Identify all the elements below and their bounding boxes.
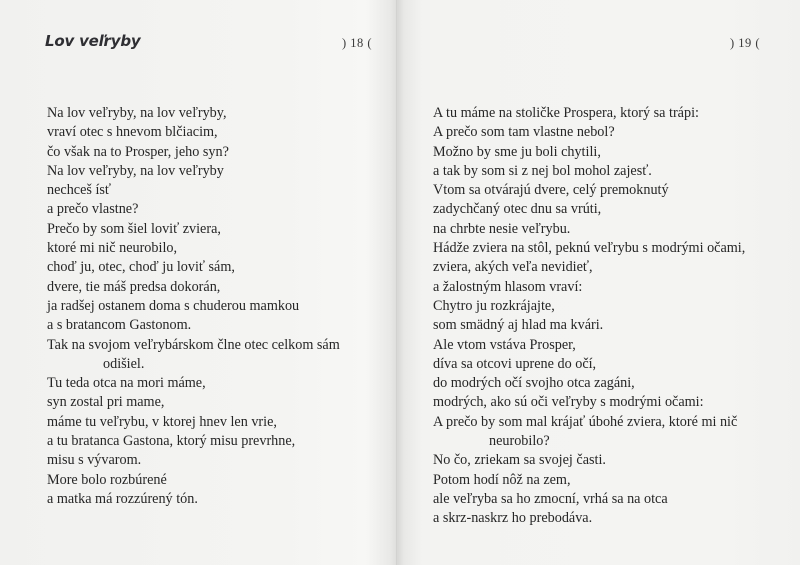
poem-line: a matka má rozzúrený tón. <box>47 490 198 507</box>
poem-line: modrých, ako sú oči veľryby s modrými očami: <box>433 394 704 411</box>
poem-line: vraví otec s hnevom blčiacim, <box>47 124 218 141</box>
poem-line: odišiel. <box>103 355 145 372</box>
poem-line: a tu bratanca Gastona, ktorý misu prevrhne, <box>47 433 296 450</box>
poem-line: díva sa otcovi uprene do očí, <box>433 355 597 372</box>
poem-line: No čo, zriekam sa svojej časti. <box>433 452 606 469</box>
poem-line: Na lov veľryby, na lov veľryby <box>47 162 224 179</box>
poem-line: Ale vtom vstáva Prosper, <box>433 336 576 353</box>
poem-line: ktoré mi nič neurobilo, <box>47 240 178 257</box>
poem-line: Vtom sa otvárajú dvere, celý premoknutý <box>433 182 669 199</box>
poem-line: A tu máme na stoličke Prospera, ktorý sa trápi: <box>433 105 699 121</box>
poem-line: do modrých očí svojho otca zagáni, <box>433 375 635 392</box>
poem-line: A prečo by som mal krájať úbohé zviera, ktoré mi nič <box>433 413 738 430</box>
poem-line: neurobilo? <box>489 433 550 450</box>
poem-line: ja radšej ostanem doma s chuderou mamkou <box>47 297 300 314</box>
poem-line: a s bratancom Gastonom. <box>47 317 192 334</box>
poem-text-left <box>47 104 340 509</box>
poem-line: a skrz-naskrz ho prebodáva. <box>433 510 593 527</box>
page-number-left: ) 18 ( <box>342 36 373 50</box>
poem-line: zviera, akých veľa nevidieť, <box>433 259 593 276</box>
chapter-title: Lov veľryby <box>45 32 141 50</box>
poem-line: ale veľryba sa ho zmocní, vrhá sa na otca <box>433 490 668 507</box>
poem-line: dvere, tie máš predsa dokorán, <box>47 278 221 295</box>
poem-line: misu s vývarom. <box>47 452 142 469</box>
poem-line: máme tu veľrybu, v ktorej hnev len vrie, <box>47 413 277 430</box>
poem-line: a žalostným hlasom vraví: <box>433 278 583 295</box>
poem-line: Tak na svojom veľrybárskom člne otec celkom sám <box>47 336 340 353</box>
right-page <box>398 0 800 565</box>
poem-line: Hádže zviera na stôl, peknú veľrybu s modrými očami, <box>433 240 746 257</box>
poem-line: Potom hodí nôž na zem, <box>433 471 571 488</box>
poem-line: A prečo som tam vlastne nebol? <box>433 124 615 141</box>
poem-line: čo však na to Prosper, jeho syn? <box>47 143 229 160</box>
poem-line: zadychčaný otec dnu sa vrúti, <box>433 201 602 218</box>
poem-line: Prečo by som šiel loviť zviera, <box>47 220 221 237</box>
poem-line: syn zostal pri mame, <box>47 394 165 411</box>
poem-line: Možno by sme ju boli chytili, <box>433 143 601 160</box>
poem-line: More bolo rozbúrené <box>47 471 167 488</box>
poem-text-right <box>433 104 745 529</box>
poem-line: Chytro ju rozkrájajte, <box>433 297 555 314</box>
poem-line: a prečo vlastne? <box>47 201 139 218</box>
left-page <box>0 0 398 565</box>
poem-line: nechceš ísť <box>47 182 111 199</box>
page-number-right: ) 19 ( <box>730 36 761 50</box>
poem-line: som smädný aj hlad ma kvári. <box>433 317 604 334</box>
poem-line: Na lov veľryby, na lov veľryby, <box>47 105 227 121</box>
poem-line: a tak by som si z nej bol mohol zajesť. <box>433 162 652 179</box>
poem-line: Tu teda otca na mori máme, <box>47 375 206 392</box>
poem-line: na chrbte nesie veľrybu. <box>433 220 571 237</box>
poem-line: choď ju, otec, choď ju loviť sám, <box>47 259 235 276</box>
